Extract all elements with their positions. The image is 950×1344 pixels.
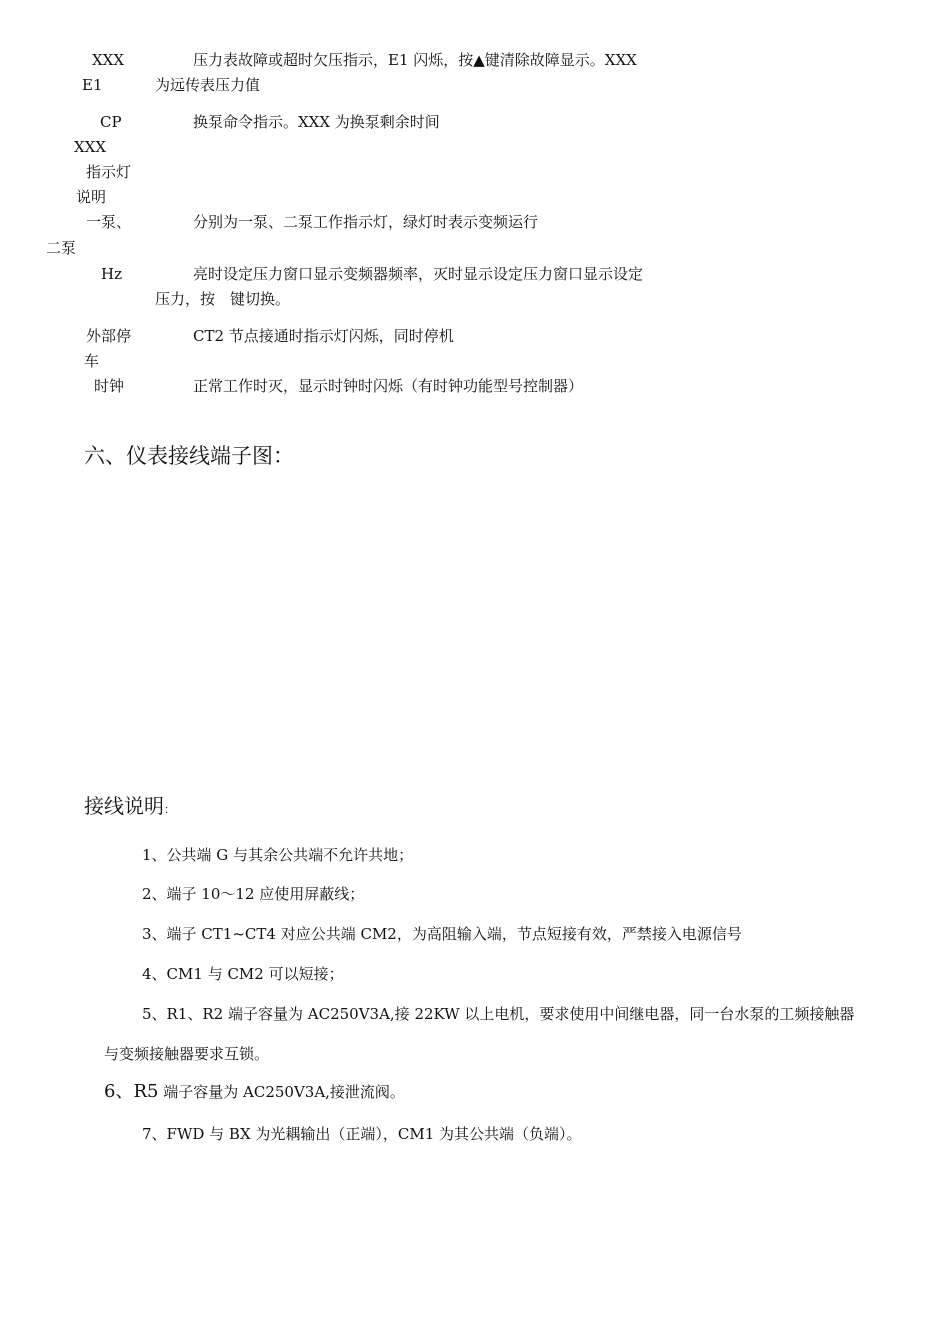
- wiring-note-2: 2、端子 10～12 应使用屏蔽线；: [142, 885, 365, 903]
- row-e1-desc-cont: 为远传表压力值: [155, 76, 261, 94]
- row-clock-desc: 正常工作时灭，显示时钟时闪烁（有时钟功能型号控制器）: [193, 377, 584, 395]
- row-clock-key: 时钟: [94, 377, 125, 395]
- row-cp-key-cont: XXX: [74, 138, 107, 156]
- wiring-note-3: 3、端子 CT1~CT4 对应公共端 CM2，为高阻输入端，节点短接有效，严禁接入电源信号: [142, 925, 742, 943]
- wiring-note-5-cont: 与变频接触器要求互锁。: [104, 1045, 270, 1063]
- row-hz-desc-cont: 压力，按 键切换。: [155, 290, 291, 308]
- wiring-heading: [84, 794, 175, 822]
- wiring-heading-punct: ：: [164, 803, 175, 816]
- row-pumps-key-cont: 二泵: [46, 239, 77, 257]
- row-cp-key: CP: [100, 113, 122, 131]
- row-ext-stop-desc: CT2 节点接通时指示灯闪烁，同时停机: [193, 327, 454, 345]
- section-title: 六、仪表接线端子图：: [84, 444, 294, 468]
- wiring-note-6: [104, 1083, 405, 1101]
- wiring-note-1: 1、公共端 G 与其余公共端不允许共地；: [142, 846, 414, 864]
- row-hz-desc: 亮时设定压力窗口显示变频器频率，灭时显示设定压力窗口显示设定: [193, 265, 644, 283]
- row-cp-desc: 换泵命令指示。XXX 为换泵剩余时间: [193, 113, 440, 131]
- row-pumps-desc: 分别为一泵、二泵工作指示灯，绿灯时表示变频运行: [193, 213, 539, 231]
- row-ext-stop-key: 外部停: [86, 327, 132, 345]
- wiring-note-6-text: 端子容量为 AC250V3A,接泄流阀。: [163, 1083, 405, 1101]
- row-hz-key: Hz: [101, 265, 122, 283]
- row-e1-desc: 压力表故障或超时欠压指示，E1 闪烁，按▲键清除故障显示。XXX: [193, 51, 637, 69]
- row-ext-stop-key-cont: 车: [84, 352, 100, 370]
- row-indicator-key: 指示灯: [86, 163, 132, 181]
- row-pumps-key: 一泵、: [86, 213, 132, 231]
- row-indicator-key-cont: 说明: [76, 188, 107, 206]
- row-e1-key: E1: [82, 76, 103, 94]
- row-xxx-key: XXX: [92, 51, 125, 69]
- wiring-note-4: 4、CM1 与 CM2 可以短接；: [142, 965, 344, 983]
- wiring-note-7: 7、FWD 与 BX 为光耦输出（正端），CM1 为其公共端（负端）。: [142, 1125, 582, 1143]
- wiring-note-6-label: 6、R5: [104, 1081, 159, 1102]
- wiring-note-5: 5、R1、R2 端子容量为 AC250V3A,接 22KW 以上电机，要求使用中间继电器，同一台水泵的工频接触器: [142, 1005, 855, 1023]
- wiring-heading-text: 接线说明: [84, 794, 164, 818]
